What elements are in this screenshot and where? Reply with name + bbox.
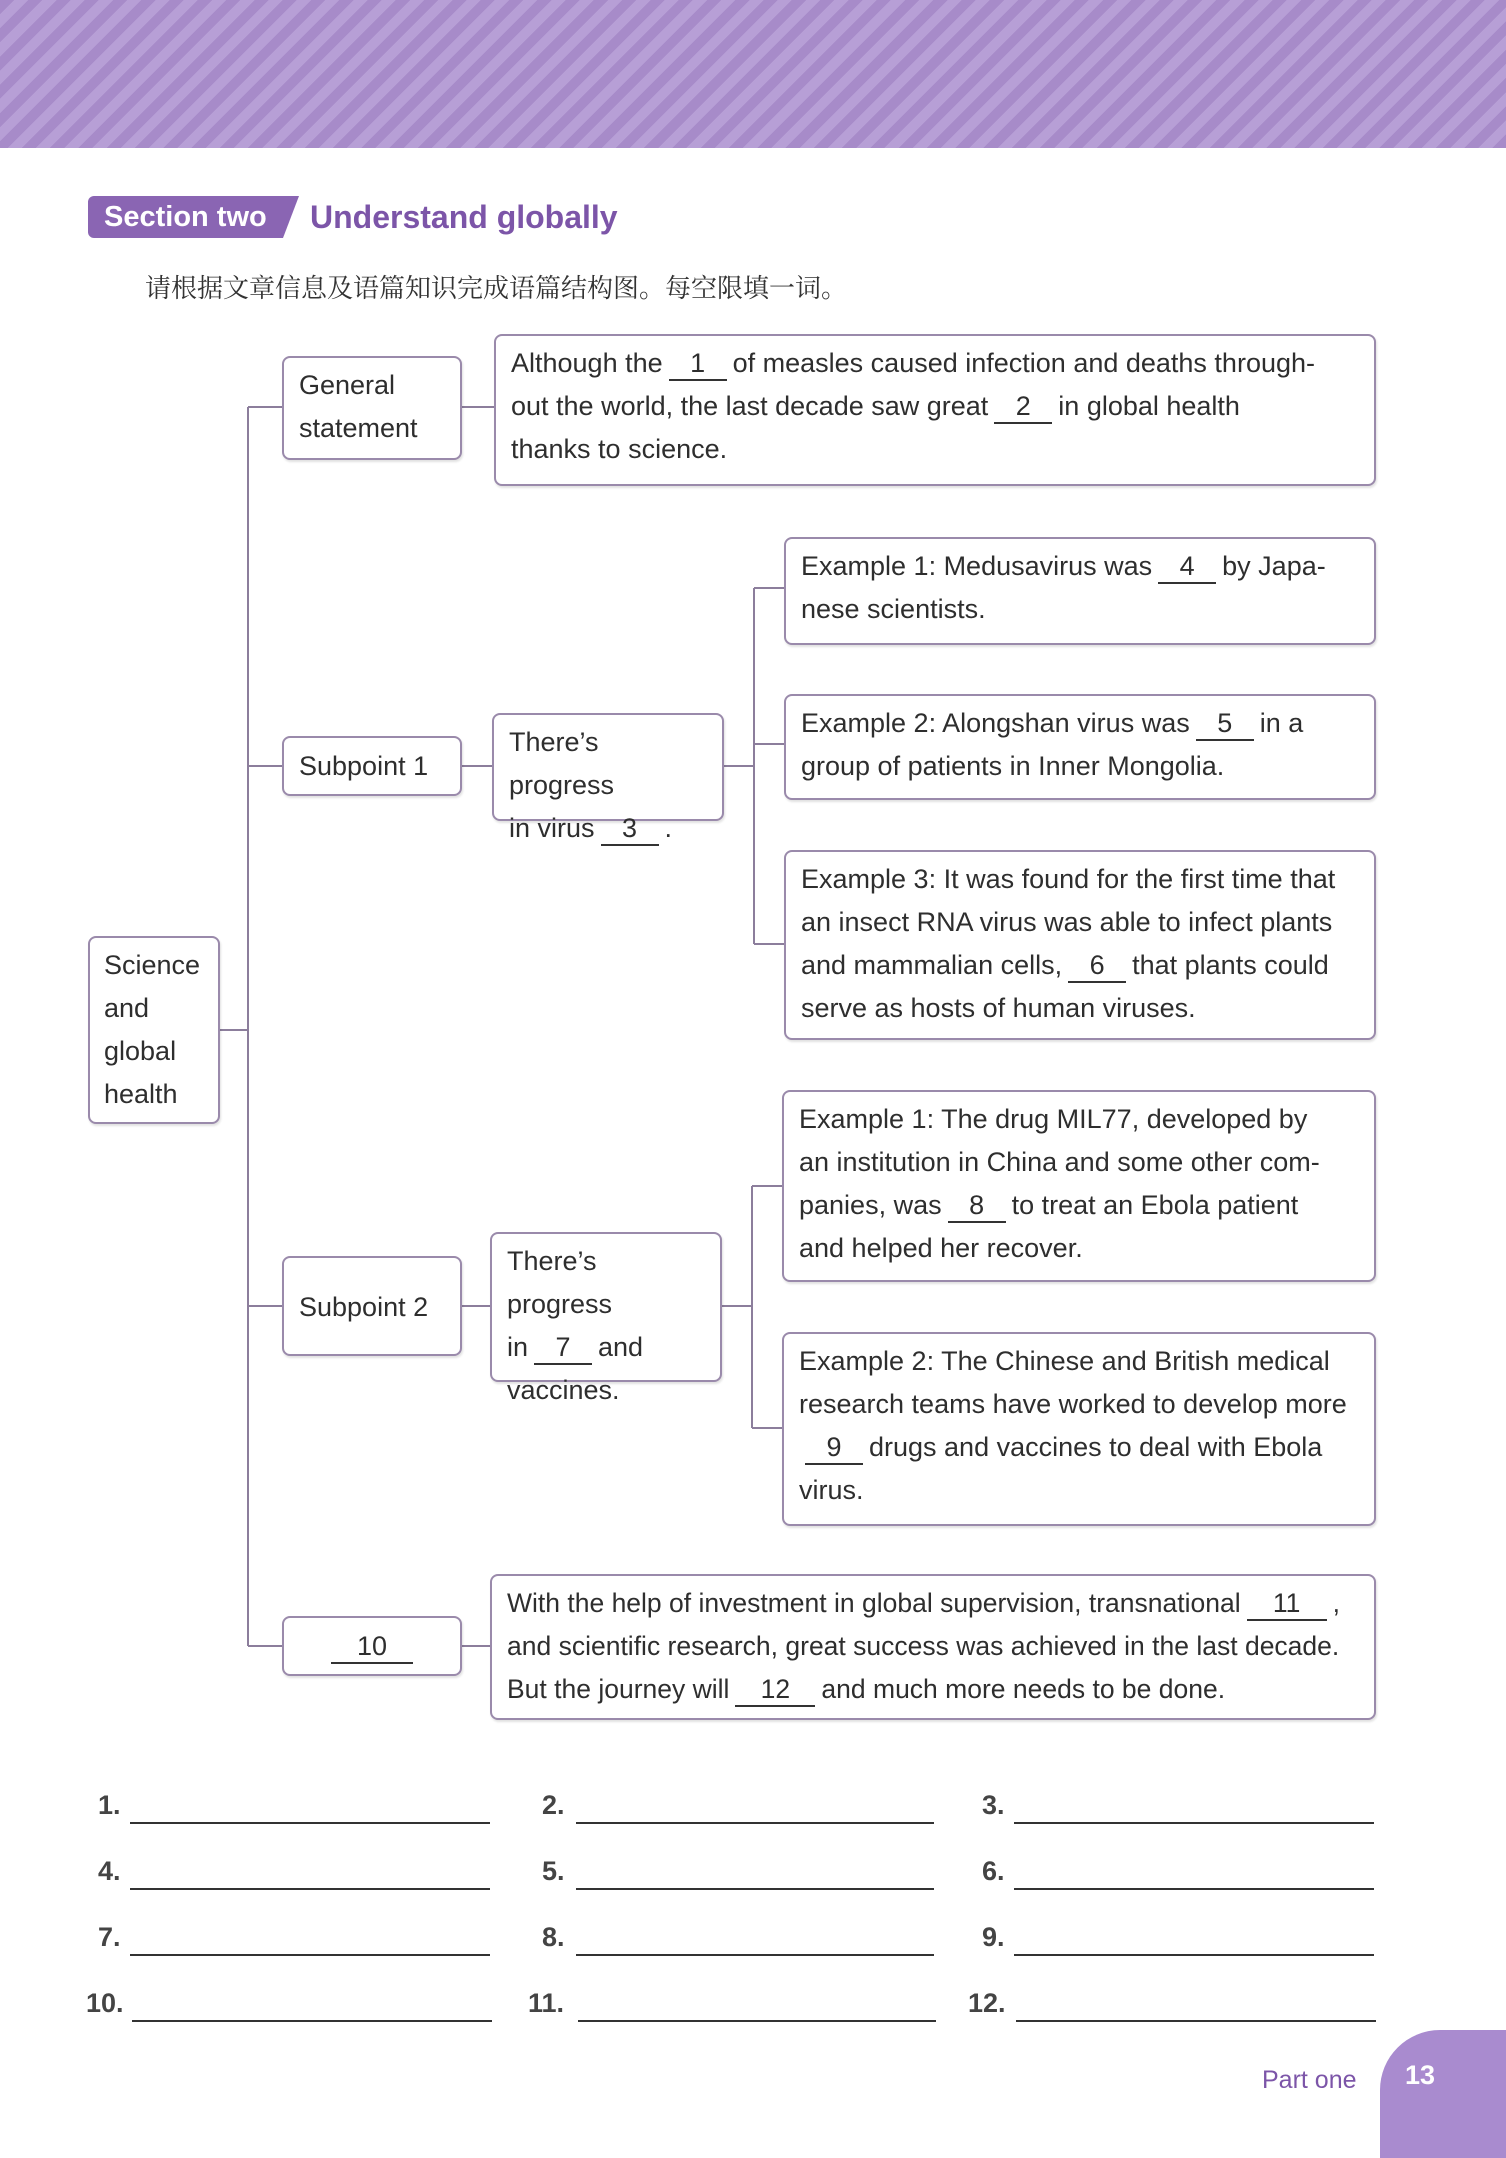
subpoint-2-example-1: Example 1: The drug MIL77, developed by an institution in China and some other com- panies, was 8 to treat an Ebola patient and helped her recover. [782,1090,1376,1282]
answer-number: 5. [542,1856,565,1886]
answer-number: 8. [542,1922,565,1952]
answer-line-2[interactable] [576,1822,934,1824]
answer-line-3[interactable] [1014,1822,1374,1824]
answer-line-6[interactable] [1014,1888,1374,1890]
subpoint-2-label: Subpoint 2 [282,1256,462,1356]
subpoint-2-summary: There’s progress in 7 and vaccines. [490,1232,722,1382]
answer-line-9[interactable] [1014,1954,1374,1956]
answer-number: 10. [86,1988,124,2018]
conclusion-text: With the help of investment in global supervision, transnational 11 , and scientific research, great success was achieved in the last decade. But the journey will 12 and much more needs to be done. [490,1574,1376,1720]
blank-8[interactable]: 8 [948,1189,1006,1223]
answer-number: 6. [982,1856,1005,1886]
subpoint-1-example-1: Example 1: Medusavirus was 4 by Japa- nese scientists. [784,537,1376,645]
blank-3[interactable]: 3 [601,812,659,846]
answer-line-12[interactable] [1016,2020,1376,2022]
general-statement-label: General statement [282,356,462,460]
subpoint-1-label: Subpoint 1 [282,736,462,796]
answer-number: 3. [982,1790,1005,1820]
footer-part-label: Part one [1262,2066,1357,2094]
blank-9[interactable]: 9 [805,1431,863,1465]
answer-number: 12. [968,1988,1006,2018]
answer-line-1[interactable] [130,1822,490,1824]
blank-12[interactable]: 12 [735,1673,815,1707]
blank-11[interactable]: 11 [1247,1587,1327,1621]
subpoint-2-example-2: Example 2: The Chinese and British medical research teams have worked to develop more 9 drugs and vaccines to deal with Ebola virus. [782,1332,1376,1526]
answer-number: 7. [98,1922,121,1952]
general-statement-text: Although the 1 of measles caused infection and deaths through- out the world, the last decade saw great 2 in global health thanks to science. [494,334,1376,486]
root-line: global [104,1036,177,1066]
blank-4[interactable]: 4 [1158,550,1216,584]
page-number: 13 [1405,2060,1436,2090]
blank-7[interactable]: 7 [534,1331,592,1365]
answer-number: 1. [98,1790,121,1820]
answer-number: 4. [98,1856,121,1886]
answer-line-10[interactable] [132,2020,492,2022]
root-line: Science [104,950,201,980]
conclusion-label [282,1616,462,1676]
root-topic-box [88,936,220,1124]
blank-6[interactable]: 6 [1068,949,1126,983]
subpoint-1-example-2: Example 2: Alongshan virus was 5 in a group of patients in Inner Mongolia. [784,694,1376,800]
page-number-tab [1380,2030,1506,2158]
answer-line-8[interactable] [576,1954,934,1956]
section-tag: Section two [88,196,283,238]
answer-line-11[interactable] [578,2020,936,2022]
root-line: health [104,1079,178,1109]
blank-2[interactable]: 2 [994,390,1052,424]
section-title: Understand globally [310,199,618,235]
answer-number: 9. [982,1922,1005,1952]
blank-10[interactable]: 10 [331,1630,413,1664]
instruction-text: 请根据文章信息及语篇知识完成语篇结构图。每空限填一词。 [145,273,848,303]
answer-number: 2. [542,1790,565,1820]
blank-1[interactable]: 1 [669,347,727,381]
subpoint-1-example-3: Example 3: It was found for the first time that an insect RNA virus was able to infect plants and mammalian cells, 6 that plants could serve as hosts of human viruses. [784,850,1376,1040]
answer-line-4[interactable] [130,1888,490,1890]
subpoint-1-summary: There’s progress in virus 3 . [492,713,724,821]
answer-number: 11. [528,1988,565,2018]
blank-5[interactable]: 5 [1196,707,1254,741]
root-line: and [104,993,150,1023]
answer-line-7[interactable] [130,1954,490,1956]
answer-line-5[interactable] [576,1888,934,1890]
